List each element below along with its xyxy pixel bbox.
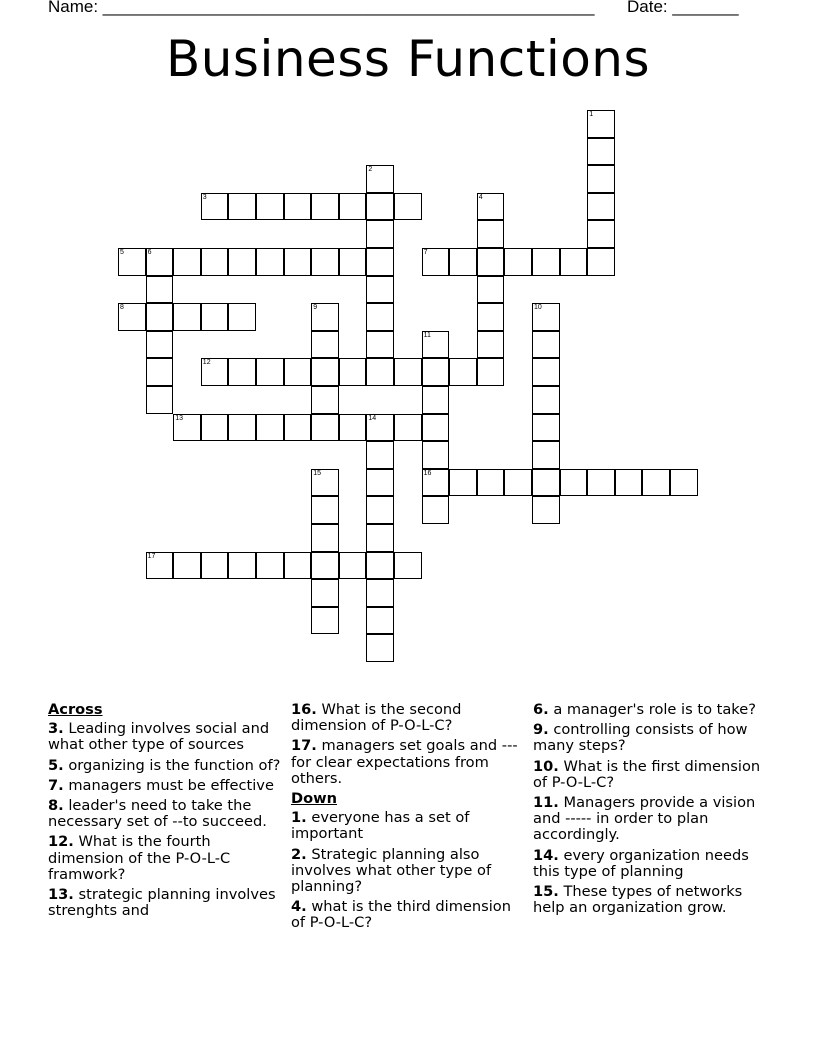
grid-cell[interactable] (477, 276, 505, 304)
grid-cell[interactable] (394, 552, 422, 580)
clue-number: 1 (589, 111, 594, 118)
grid-cell[interactable] (422, 414, 450, 442)
grid-cell[interactable] (311, 331, 339, 359)
grid-cell[interactable] (532, 248, 560, 276)
grid-cell[interactable] (449, 248, 477, 276)
grid-cell[interactable] (256, 358, 284, 386)
clue-column-3 (533, 702, 769, 920)
clue-down-2: 2. Strategic planning also involves what other type of planning? (291, 845, 492, 896)
grid-cell[interactable] (560, 248, 588, 276)
grid-cell[interactable] (146, 331, 174, 359)
grid-cell[interactable] (477, 248, 505, 276)
grid-cell[interactable] (394, 414, 422, 442)
grid-cell[interactable] (532, 414, 560, 442)
grid-cell[interactable] (449, 469, 477, 497)
grid-cell[interactable] (311, 579, 339, 607)
grid-cell[interactable] (228, 248, 256, 276)
grid-cell[interactable] (422, 496, 450, 524)
grid-cell[interactable] (394, 193, 422, 221)
grid-cell[interactable] (339, 248, 367, 276)
grid-cell[interactable] (366, 276, 394, 304)
clue-across-3: 3. Leading involves social and what other type of sources (48, 720, 270, 754)
grid-cell[interactable] (201, 552, 229, 580)
grid-cell[interactable] (228, 552, 256, 580)
grid-cell[interactable] (311, 414, 339, 442)
grid-cell[interactable] (366, 358, 394, 386)
clue-down-11: 11. Managers provide a vision and ----- in order to plan accordingly. (533, 794, 756, 844)
grid-cell[interactable] (587, 193, 615, 221)
grid-cell[interactable] (560, 469, 588, 497)
clue-down-10: 10. What is the first dimension of P-O-L-C? (533, 757, 761, 791)
clue-number: 17 (147, 552, 156, 560)
grid-cell[interactable] (228, 358, 256, 386)
grid-cell[interactable] (366, 165, 394, 193)
clue-down-6: 6. a manager's role is to take? (533, 701, 756, 718)
clue-across-5: 5. organizing is the function of? (48, 756, 281, 774)
grid-cell[interactable] (146, 276, 174, 304)
grid-cell[interactable] (256, 414, 284, 442)
grid-cell[interactable] (311, 469, 339, 497)
clue-down-9: 9. controlling consists of how many steps? (533, 721, 748, 755)
clue-column-1 (48, 702, 284, 923)
grid-cell[interactable] (477, 220, 505, 248)
grid-cell[interactable] (587, 110, 615, 138)
grid-cell[interactable] (311, 248, 339, 276)
grid-cell[interactable] (366, 579, 394, 607)
grid-cell[interactable] (642, 469, 670, 497)
clue-number: 2 (368, 166, 373, 174)
grid-cell[interactable] (366, 303, 394, 331)
page-title: Business Functions (165, 30, 651, 88)
grid-cell[interactable] (284, 358, 312, 386)
grid-cell[interactable] (339, 193, 367, 221)
grid-cell[interactable] (228, 303, 256, 331)
across-heading: Across (48, 701, 103, 718)
down-heading: Down (291, 790, 338, 808)
grid-cell[interactable] (311, 552, 339, 580)
grid-cell[interactable] (477, 469, 505, 497)
grid-cell[interactable] (146, 303, 174, 331)
grid-cell[interactable] (339, 552, 367, 580)
grid-cell[interactable] (366, 496, 394, 524)
clue-number: 12 (202, 359, 211, 367)
grid-cell[interactable] (366, 607, 394, 635)
grid-cell[interactable] (422, 248, 450, 276)
grid-cell[interactable] (532, 331, 560, 359)
grid-cell[interactable] (422, 331, 450, 359)
clue-across-8: 8. leader's need to take the necessary set of --to succeed. (48, 797, 267, 831)
clue-number: 4 (478, 193, 483, 201)
grid-cell[interactable] (477, 331, 505, 359)
grid-cell[interactable] (173, 303, 201, 331)
grid-cell[interactable] (587, 469, 615, 497)
grid-cell[interactable] (422, 441, 450, 469)
grid-cell[interactable] (256, 248, 284, 276)
clue-number: 14 (368, 414, 377, 422)
grid-cell[interactable] (366, 331, 394, 359)
grid-cell[interactable] (311, 607, 339, 635)
grid-cell[interactable] (532, 469, 560, 497)
grid-cell[interactable] (504, 469, 532, 497)
clue-number: 16 (423, 469, 432, 477)
grid-cell[interactable] (366, 634, 394, 662)
grid-cell[interactable] (201, 358, 229, 386)
grid-cell[interactable] (366, 248, 394, 276)
clue-column-2 (291, 702, 527, 936)
clue-number: 8 (120, 304, 124, 312)
clue-across-13: 13. strategic planning involves strenghts and (48, 886, 276, 920)
grid-cell[interactable] (146, 248, 174, 276)
grid-cell[interactable] (366, 414, 394, 442)
clue-number: 3 (202, 193, 207, 201)
grid-cell[interactable] (366, 441, 394, 469)
clue-across-7: 7. managers must be effective (48, 776, 274, 794)
clue-number: 7 (423, 249, 428, 256)
grid-cell[interactable] (366, 469, 394, 497)
grid-cell[interactable] (532, 303, 560, 331)
grid-cell[interactable] (146, 358, 174, 386)
grid-cell[interactable] (587, 220, 615, 248)
clue-down-1: 1. everyone has a set of important (291, 809, 470, 843)
grid-cell[interactable] (670, 469, 698, 497)
grid-cell[interactable] (477, 303, 505, 331)
grid-cell[interactable] (311, 358, 339, 386)
grid-cell[interactable] (201, 303, 229, 331)
grid-cell[interactable] (256, 552, 284, 580)
grid-cell[interactable] (228, 193, 256, 221)
clue-number: 10 (534, 304, 542, 312)
grid-cell[interactable] (118, 248, 146, 276)
grid-cell[interactable] (339, 358, 367, 386)
grid-cell[interactable] (118, 303, 146, 331)
clue-number: 13 (175, 414, 183, 422)
grid-cell[interactable] (366, 524, 394, 552)
grid-cell[interactable] (284, 248, 312, 276)
grid-cell[interactable] (201, 248, 229, 276)
grid-cell[interactable] (366, 220, 394, 248)
grid-cell[interactable] (311, 524, 339, 552)
clue-number: 11 (423, 331, 431, 339)
grid-cell[interactable] (394, 358, 422, 386)
grid-cell[interactable] (477, 193, 505, 221)
clue-across-16: 16. What is the second dimension of P-O-L-C? (291, 701, 462, 735)
clue-number: 15 (313, 469, 321, 477)
grid-cell[interactable] (449, 358, 477, 386)
date-field[interactable]: Date: _______ (627, 0, 739, 16)
grid-cell[interactable] (284, 193, 312, 221)
clue-down-14: 14. every organization needs this type of planning (533, 846, 749, 880)
clue-number: 5 (120, 249, 124, 256)
name-field[interactable]: Name: ____________________________________________________ (48, 0, 595, 16)
grid-cell[interactable] (422, 386, 450, 414)
grid-cell[interactable] (311, 303, 339, 331)
clue-across-17: 17. managers set goals and --- for clear expectations from others. (291, 737, 518, 787)
grid-cell[interactable] (146, 386, 174, 414)
grid-cell[interactable] (256, 193, 284, 221)
grid-cell[interactable] (284, 414, 312, 442)
grid-cell[interactable] (504, 248, 532, 276)
clue-across-12: 12. What is the fourth dimension of the P-O-L-C framwork? (48, 833, 231, 883)
grid-cell[interactable] (422, 358, 450, 386)
grid-cell[interactable] (532, 496, 560, 524)
grid-cell[interactable] (146, 552, 174, 580)
grid-cell[interactable] (228, 414, 256, 442)
clue-down-4: 4. what is the third dimension of P-O-L-C? (291, 898, 511, 932)
grid-cell[interactable] (339, 414, 367, 442)
grid-cell[interactable] (532, 358, 560, 386)
clue-down-15: 15. These types of networks help an organization grow. (533, 883, 743, 917)
grid-cell[interactable] (173, 248, 201, 276)
grid-cell[interactable] (587, 138, 615, 166)
grid-cell[interactable] (173, 552, 201, 580)
grid-cell[interactable] (311, 496, 339, 524)
clue-number: 6 (147, 249, 152, 256)
grid-cell[interactable] (311, 193, 339, 221)
grid-cell[interactable] (201, 193, 229, 221)
grid-cell[interactable] (477, 358, 505, 386)
grid-cell[interactable] (587, 165, 615, 193)
clue-number: 9 (313, 304, 318, 312)
grid-cell[interactable] (366, 193, 394, 221)
grid-cell[interactable] (173, 414, 201, 442)
grid-cell[interactable] (532, 386, 560, 414)
grid-cell[interactable] (366, 552, 394, 580)
grid-cell[interactable] (532, 441, 560, 469)
grid-cell[interactable] (587, 248, 615, 276)
grid-cell[interactable] (615, 469, 643, 497)
grid-cell[interactable] (284, 552, 312, 580)
grid-cell[interactable] (422, 469, 450, 497)
grid-cell[interactable] (311, 386, 339, 414)
grid-cell[interactable] (201, 414, 229, 442)
